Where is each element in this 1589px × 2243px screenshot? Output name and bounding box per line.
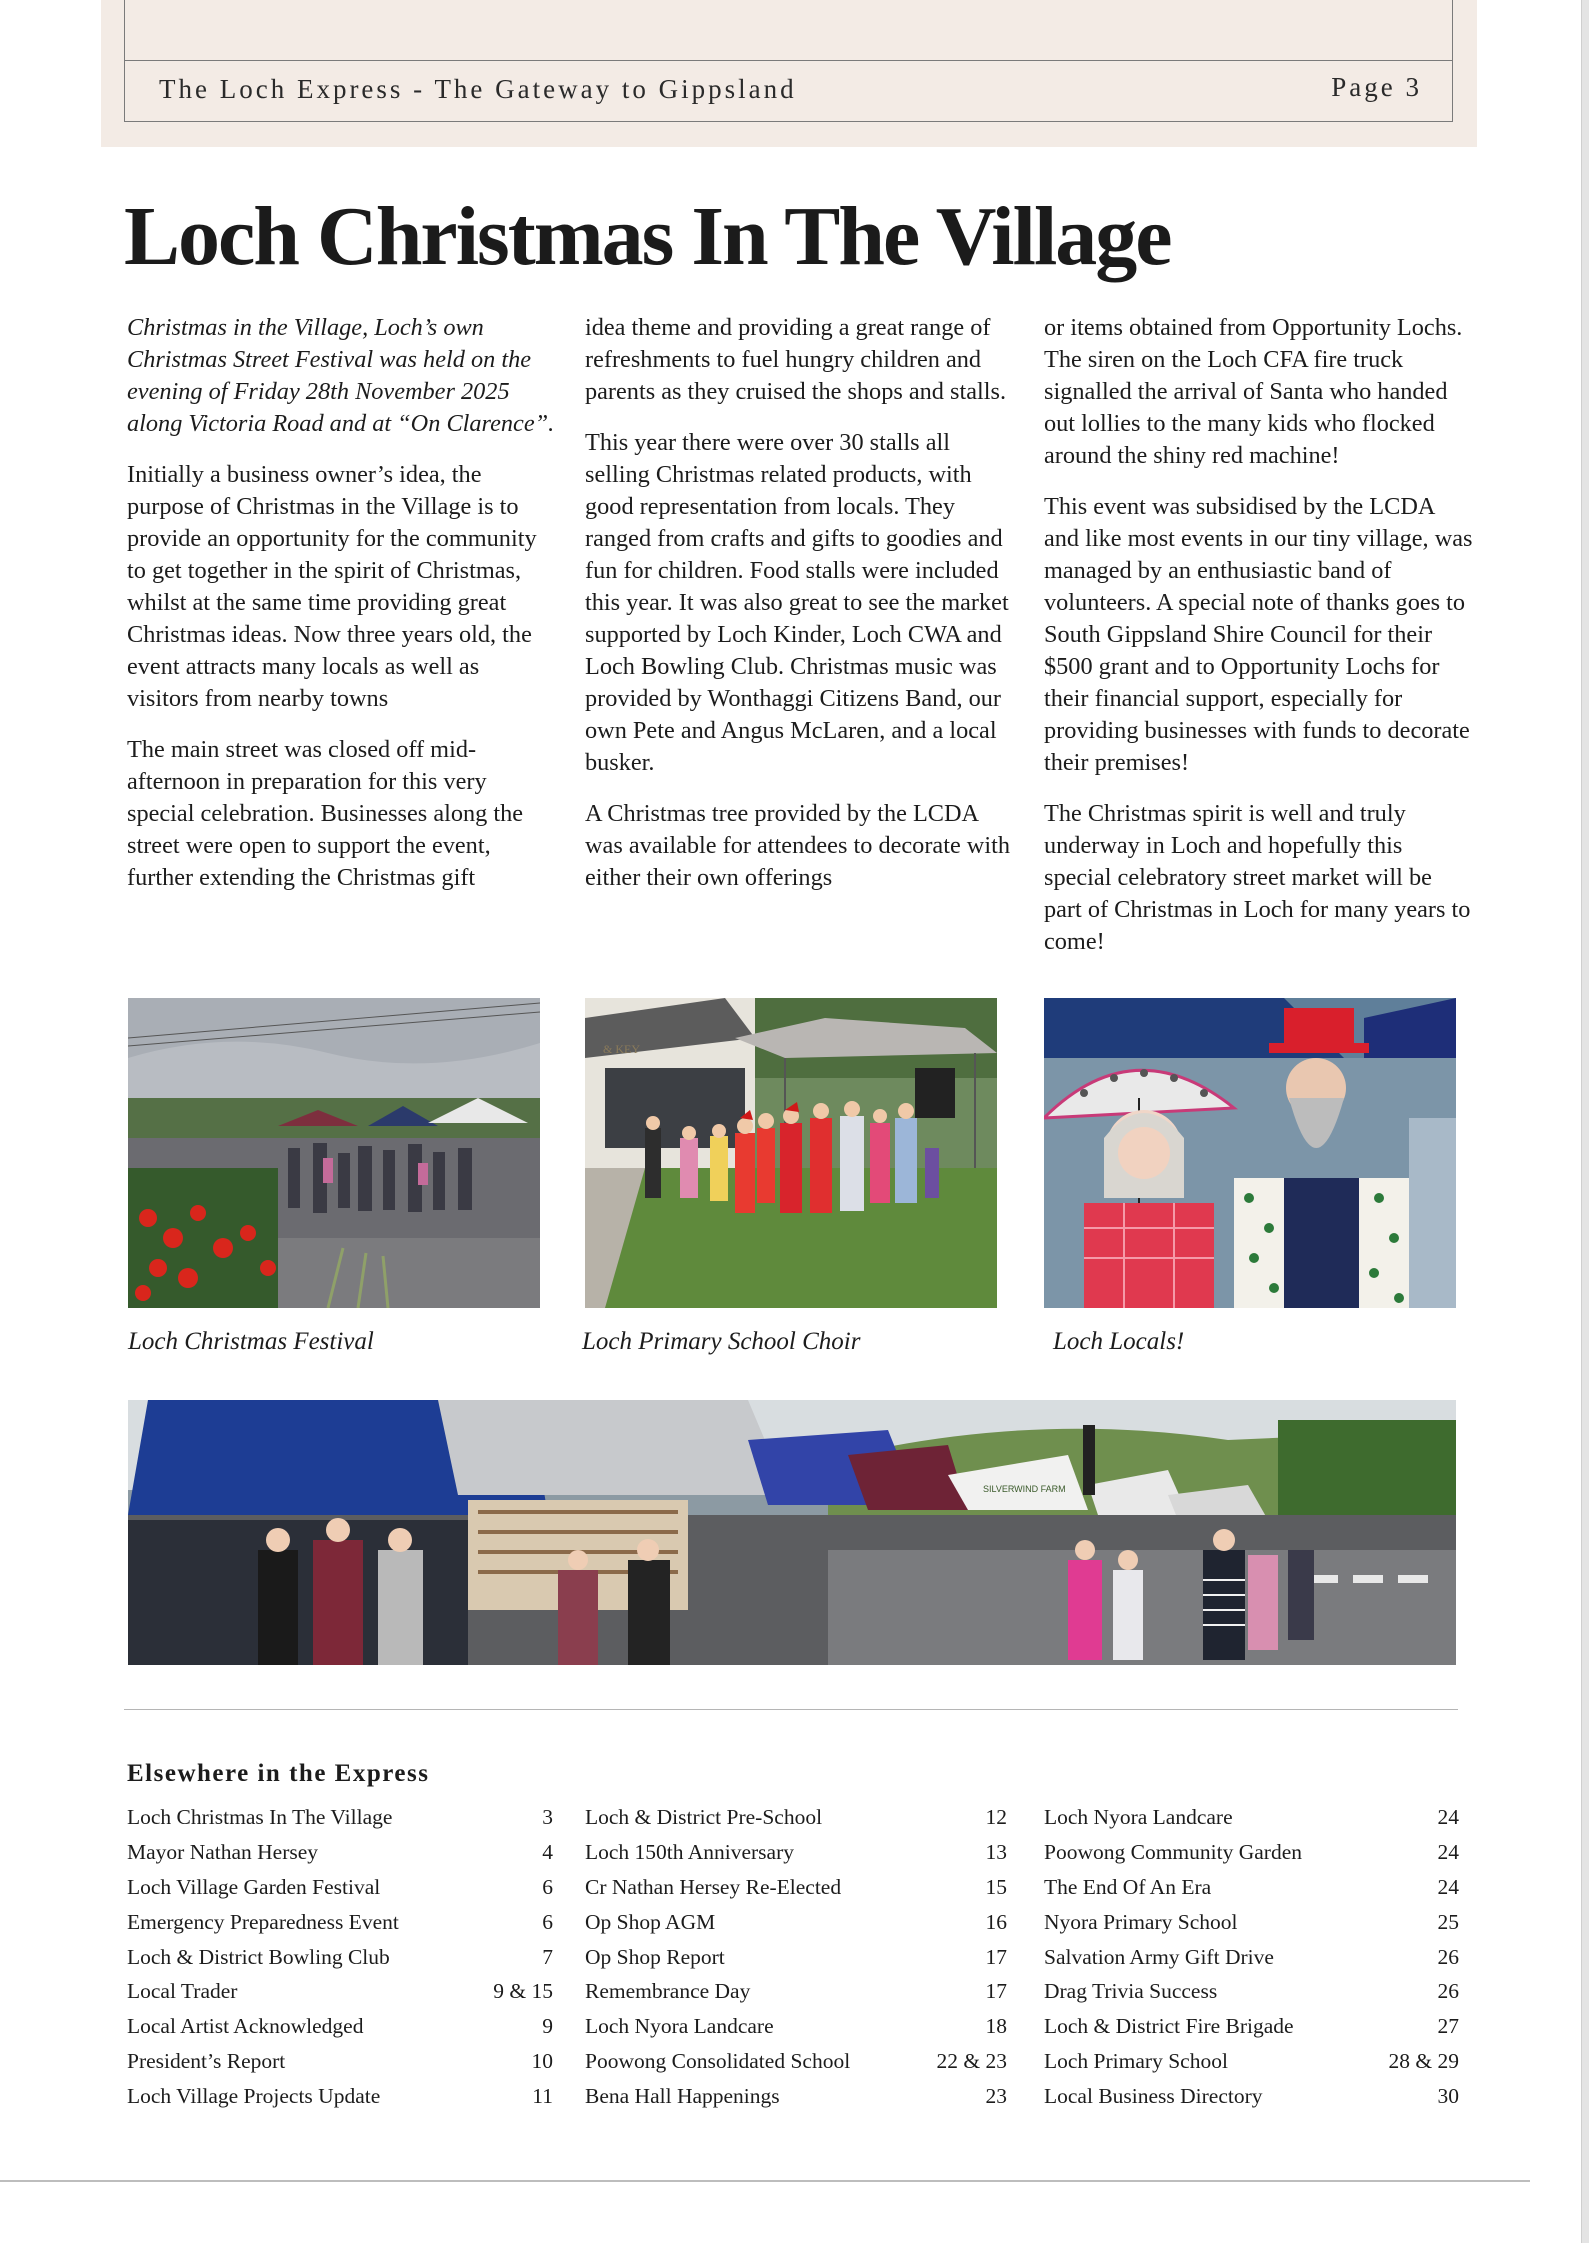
toc-entry-title: Mayor Nathan Hersey [127,1839,319,1864]
toc-entry-page: 17 [985,1944,1007,1969]
toc-entry-page: 27 [1437,2014,1459,2039]
toc-entry[interactable] [127,1870,553,1905]
toc-entry-title: Local Trader [127,1979,238,2004]
toc-entry-page: 12 [985,1805,1007,1829]
toc-column-2 [585,1800,1007,2114]
toc-entry[interactable] [585,1940,1007,1975]
toc-entry-title: Cr Nathan Hersey Re-Elected [585,1874,842,1899]
article-paragraph: The Christmas spirit is well and truly underway in Loch and hopefully this special celebratory street market will be part of Christmas in Loch for many years to come! [1044,800,1471,955]
toc-entry-title: Poowong Community Garden [1044,1839,1302,1864]
article-headline: Loch Christmas In The Village [124,190,1171,283]
article-paragraph: or items obtained from Opportunity Lochs. The siren on the Loch CFA fire truck signalled the arrival of Santa who handed out lollies to the many kids who flocked around the shiny red machine! [1044,314,1463,469]
toc-entry-title: Loch Nyora Landcare [1044,1805,1233,1829]
toc-entry-page: 24 [1437,1839,1459,1864]
toc-entry-title: Loch Nyora Landcare [585,2014,774,2039]
photo-caption: Loch Locals! [1053,1328,1185,1355]
sign-text: & KEY [603,1042,640,1056]
article-lede: Christmas in the Village, Loch’s own Christmas Street Festival was held on the evening of Friday 28th November 2025 along Victoria Road and at “On Clarence”. [127,314,555,437]
toc-entry[interactable] [585,2009,1007,2044]
toc-entry-title: Loch & District Fire Brigade [1044,2014,1294,2039]
toc-entry-title: Remembrance Day [585,1979,751,2004]
toc-entry[interactable] [1044,1835,1459,1870]
toc-entry-page: 28 & 29 [1388,2049,1459,2074]
tent-text: SILVERWIND FARM [983,1484,1066,1494]
toc-entry[interactable] [1044,1870,1459,1905]
toc-entry[interactable] [585,1870,1007,1905]
toc-entry[interactable] [1044,2044,1459,2079]
toc-entry-page: 3 [542,1805,553,1829]
toc-entry[interactable] [127,1974,553,2009]
toc-entry[interactable] [1044,2079,1459,2114]
toc-entry-page: 17 [985,1979,1007,2004]
toc-entry-title: Op Shop AGM [585,1909,716,1934]
toc-entry-page: 23 [985,2084,1007,2109]
toc-entry-page: 13 [985,1839,1007,1864]
toc-entry[interactable] [1044,1905,1459,1940]
toc-heading: Elsewhere in the Express [127,1760,430,1787]
toc-entry-title: Loch Primary School [1044,2049,1228,2074]
article-column-3 [1044,312,1474,977]
toc-entry[interactable] [585,1835,1007,1870]
toc-entry-page: 25 [1437,1909,1459,1934]
toc-entry[interactable] [585,2044,1007,2079]
toc-entry-title: Poowong Consolidated School [585,2049,851,2074]
toc-entry-page: 9 & 15 [493,1979,553,2004]
toc-entry-title: Loch & District Pre-School [585,1805,823,1829]
toc-entry-page: 15 [985,1874,1007,1899]
toc-entry-title: Loch & District Bowling Club [127,1944,390,1969]
toc-entry-title: Nyora Primary School [1044,1909,1238,1934]
toc-entry[interactable] [1044,1974,1459,2009]
toc-entry-page: 24 [1437,1874,1459,1899]
toc-entry-title: Loch 150th Anniversary [585,1839,794,1864]
article-paragraph: The main street was closed off mid-afternoon in preparation for this very special celebration. Businesses along the street were open to support the event, further extending the Christmas gift [127,736,524,891]
toc-entry[interactable] [127,1940,553,1975]
toc-entry-title: Op Shop Report [585,1944,725,1969]
header-rule [124,60,1453,61]
toc-entry[interactable] [1044,2009,1459,2044]
toc-entry-title: Local Artist Acknowledged [127,2014,364,2039]
toc-entry-page: 18 [985,2014,1007,2039]
toc-entry[interactable] [127,2079,553,2114]
toc-entry-page: 16 [985,1909,1007,1934]
page-number: Page 3 [1331,72,1422,102]
photo-caption: Loch Christmas Festival [128,1328,374,1355]
toc-entry-title: Loch Christmas In The Village [127,1805,393,1829]
toc-entry-page: 9 [542,2014,553,2039]
article-paragraph: This year there were over 30 stalls all selling Christmas related products, with good representation from locals. They ranged from crafts and gifts to goodies and fun for children. Food stalls were included this year. It was also great to see the market supported by Loch Kinder, Loch CWA and Loch Bowling Club. Christmas music was provided by Wonthaggi Citizens Band, our own Pete and Angus McLaren, and a local busker. [585,429,1009,776]
toc-entry-page: 11 [532,2084,553,2109]
toc-entry[interactable] [1044,1940,1459,1975]
toc-entry[interactable] [585,1905,1007,1940]
article-paragraph: A Christmas tree provided by the LCDA was available for attendees to decorate with either their own offerings [585,800,1011,891]
toc-entry-title: Loch Village Projects Update [127,2084,381,2109]
article-paragraph: idea theme and providing a great range of refreshments to fuel hungry children and parents as they cruised the shops and stalls. [585,314,1007,405]
toc-entry-page: 30 [1437,2084,1459,2109]
toc-entry[interactable] [585,1800,1007,1835]
toc-entry[interactable] [1044,1800,1459,1835]
toc-entry[interactable] [585,1974,1007,2009]
toc-entry-title: Loch Village Garden Festival [127,1874,381,1899]
toc-entry[interactable] [127,2044,553,2079]
article-column-1 [127,312,555,913]
toc-entry-page: 22 & 23 [936,2049,1007,2074]
toc-entry-page: 26 [1437,1944,1459,1969]
toc-entry-title: Emergency Preparedness Event [127,1909,399,1934]
toc-entry-page: 6 [542,1874,553,1899]
toc-entry-title: President’s Report [127,2049,286,2074]
toc-entry[interactable] [127,1800,553,1835]
photo-loch-locals [1044,998,1456,1308]
photo-caption: Loch Primary School Choir [582,1328,861,1355]
photo-school-choir [585,998,997,1308]
toc-column-1 [127,1800,553,2114]
photo-market-stalls [128,1400,1456,1665]
toc-entry-page: 4 [542,1839,553,1864]
toc-entry-title: Local Business Directory [1044,2084,1263,2109]
toc-entry-title: Drag Trivia Success [1044,1979,1218,2004]
toc-entry-page: 10 [531,2049,553,2074]
toc-column-3 [1044,1800,1459,2114]
toc-entry-title: The End Of An Era [1044,1874,1212,1899]
toc-entry-page: 7 [542,1944,553,1969]
toc-entry[interactable] [127,1835,553,1870]
page-edge [1581,0,1589,2243]
toc-entry-page: 6 [542,1909,553,1934]
page-bottom-rule [0,2180,1530,2182]
toc-entry-page: 24 [1437,1805,1459,1829]
toc-entry-page: 26 [1437,1979,1459,2004]
photo-christmas-festival [128,998,540,1308]
article-paragraph: This event was subsidised by the LCDA and like most events in our tiny village, was managed by an enthusiastic band of volunteers. A special note of thanks goes to South Gippsland Shire Council for their $500 grant and to Opportunity Lochs for their financial support, especially for providing businesses with funds to decorate their premises! [1044,493,1473,776]
toc-entry-title: Salvation Army Gift Drive [1044,1944,1274,1969]
toc-entry[interactable] [585,2079,1007,2114]
article-paragraph: Initially a business owner’s idea, the purpose of Christmas in the Village is to provide an opportunity for the community to get together in the spirit of Christmas, whilst at the same time providing great Christmas ideas. Now three years old, the event attracts many locals as well as visitors from nearby towns [127,461,537,712]
toc-entry[interactable] [127,2009,553,2044]
article-column-2 [585,312,1013,913]
toc-entry-title: Bena Hall Happenings [585,2084,780,2109]
section-divider [124,1709,1458,1710]
masthead-title: The Loch Express - The Gateway to Gippsland [159,74,797,104]
toc-entry[interactable] [127,1905,553,1940]
